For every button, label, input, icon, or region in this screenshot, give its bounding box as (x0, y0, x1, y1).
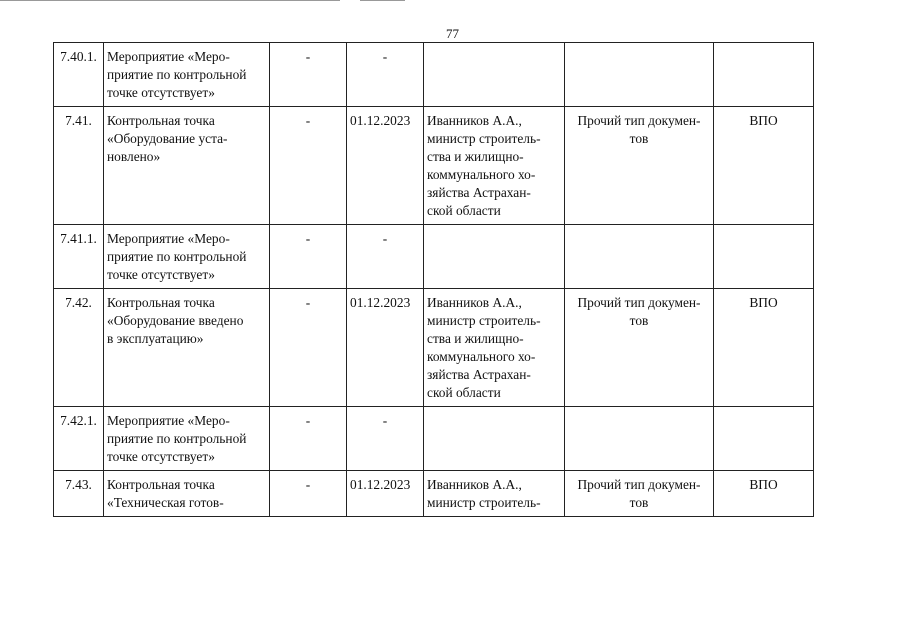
doc-type-cell (565, 225, 714, 289)
doc-type-cell-line: Прочий тип докумен- (577, 113, 701, 128)
responsible-cell-line: зяйства Астрахан- (427, 367, 531, 382)
doc-type-cell (565, 407, 714, 471)
responsible-cell-line: ской области (427, 203, 501, 218)
table-row (54, 289, 814, 407)
table-row (54, 407, 814, 471)
row-name-cell-line: приятие по контрольной (107, 431, 247, 446)
level-cell: ВПО (714, 107, 814, 225)
responsible-cell-line: Иванников А.А., (427, 113, 522, 128)
responsible-cell (424, 225, 565, 289)
row-name-cell (104, 471, 270, 517)
responsible-cell-line: ской области (427, 385, 501, 400)
start-date-cell: - (270, 289, 347, 407)
row-number-cell: 7.41.1. (54, 225, 104, 289)
responsible-cell-line: министр строитель- (427, 313, 541, 328)
level-cell: ВПО (714, 471, 814, 517)
table-row (54, 107, 814, 225)
end-date-cell: 01.12.2023 (347, 471, 424, 517)
end-date-cell: 01.12.2023 (347, 289, 424, 407)
level-cell: ВПО (714, 289, 814, 407)
responsible-cell-line: Иванников А.А., (427, 477, 522, 492)
responsible-cell-line: министр строитель- (427, 495, 541, 510)
plan-table (53, 42, 814, 517)
responsible-cell (424, 107, 565, 225)
row-name-cell (104, 407, 270, 471)
row-name-cell-line: приятие по контрольной (107, 249, 247, 264)
doc-type-cell-line: Прочий тип докумен- (577, 295, 701, 310)
start-date-cell: - (270, 471, 347, 517)
header-rule-left (0, 0, 340, 1)
table-row (54, 43, 814, 107)
level-cell (714, 407, 814, 471)
row-name-cell-line: приятие по контрольной (107, 67, 247, 82)
row-number-cell: 7.41. (54, 107, 104, 225)
level-cell (714, 225, 814, 289)
start-date-cell: - (270, 107, 347, 225)
row-name-cell-line: Контрольная точка (107, 477, 215, 492)
responsible-cell-line: ства и жилищно- (427, 331, 524, 346)
doc-type-cell-line: Прочий тип докумен- (577, 477, 701, 492)
row-name-cell (104, 107, 270, 225)
row-name-cell-line: точке отсутствует» (107, 85, 215, 100)
row-name-cell-line: Мероприятие «Меро- (107, 49, 230, 64)
level-cell (714, 43, 814, 107)
responsible-cell-line: коммунального хо- (427, 349, 536, 364)
responsible-cell-line: министр строитель- (427, 131, 541, 146)
doc-type-cell (565, 43, 714, 107)
doc-type-cell (565, 107, 714, 225)
row-name-cell-line: Мероприятие «Меро- (107, 413, 230, 428)
page-number: 77 (446, 26, 459, 41)
end-date-cell: - (347, 225, 424, 289)
table-row (54, 225, 814, 289)
row-name-cell-line: точке отсутствует» (107, 449, 215, 464)
header-rule-right (360, 0, 405, 1)
doc-type-cell-line: тов (629, 313, 649, 328)
start-date-cell: - (270, 407, 347, 471)
row-name-cell-line: Контрольная точка (107, 113, 215, 128)
row-name-cell (104, 289, 270, 407)
responsible-cell (424, 289, 565, 407)
row-name-cell-line: «Оборудование введено (107, 313, 244, 328)
responsible-cell (424, 471, 565, 517)
doc-type-cell-line: тов (629, 131, 649, 146)
row-name-cell-line: «Оборудование уста- (107, 131, 228, 146)
responsible-cell (424, 407, 565, 471)
doc-type-cell (565, 289, 714, 407)
row-number-cell: 7.43. (54, 471, 104, 517)
row-name-cell (104, 225, 270, 289)
row-name-cell-line: «Техническая готов- (107, 495, 224, 510)
row-number-cell: 7.42. (54, 289, 104, 407)
responsible-cell-line: коммунального хо- (427, 167, 536, 182)
row-name-cell (104, 43, 270, 107)
responsible-cell (424, 43, 565, 107)
row-name-cell-line: Мероприятие «Меро- (107, 231, 230, 246)
responsible-cell-line: Иванников А.А., (427, 295, 522, 310)
table-row (54, 471, 814, 517)
start-date-cell: - (270, 225, 347, 289)
row-name-cell-line: новлено» (107, 149, 161, 164)
end-date-cell: - (347, 407, 424, 471)
row-number-cell: 7.42.1. (54, 407, 104, 471)
responsible-cell-line: ства и жилищно- (427, 149, 524, 164)
start-date-cell: - (270, 43, 347, 107)
row-name-cell-line: точке отсутствует» (107, 267, 215, 282)
doc-type-cell (565, 471, 714, 517)
responsible-cell-line: зяйства Астрахан- (427, 185, 531, 200)
row-name-cell-line: в эксплуатацию» (107, 331, 204, 346)
end-date-cell: - (347, 43, 424, 107)
doc-type-cell-line: тов (629, 495, 649, 510)
row-number-cell: 7.40.1. (54, 43, 104, 107)
row-name-cell-line: Контрольная точка (107, 295, 215, 310)
end-date-cell: 01.12.2023 (347, 107, 424, 225)
